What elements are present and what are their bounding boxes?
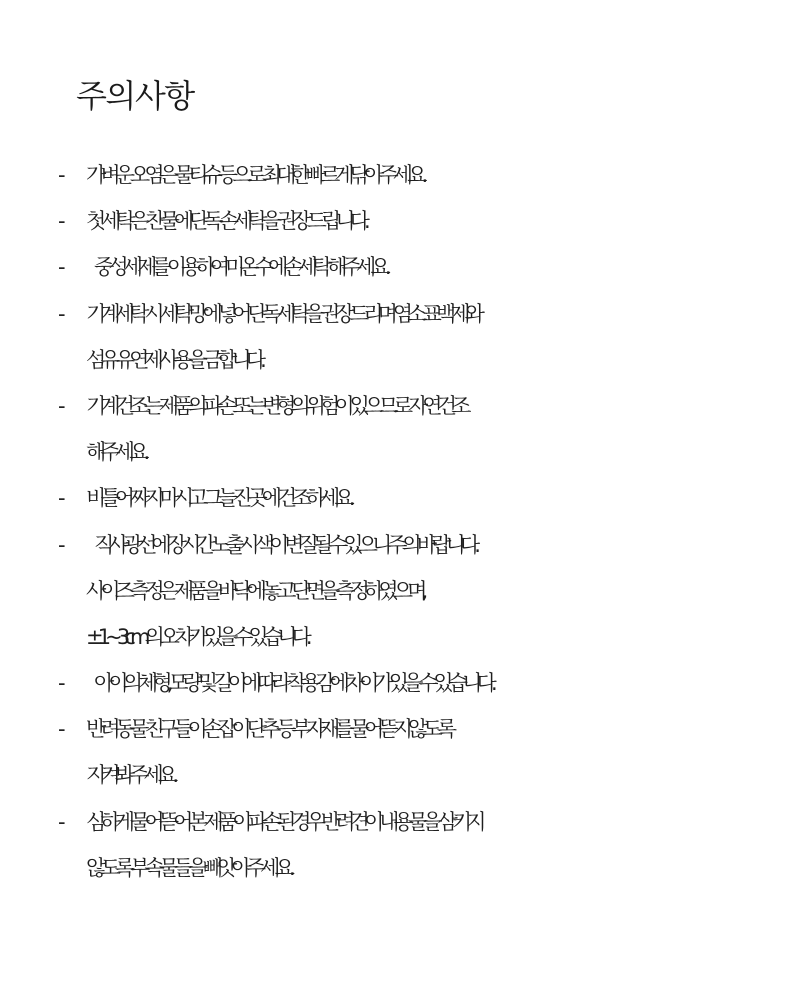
list-item (0, 244, 800, 290)
list-item (0, 799, 800, 891)
bullet-dash: - (58, 486, 66, 511)
item-text: 아이의 체형, 모량 및 길이에 따라 착용감에 차이가 있을 수 있습니다. (94, 671, 492, 696)
item-text-continued: 해주세요. (86, 440, 145, 465)
item-text: 반려동물 친구들이 손잡이 단추 등 부자재를 물어뜯지 않도록 (86, 717, 452, 742)
item-text-continued: 지켜봐주세요. (86, 763, 174, 788)
list-item (0, 383, 800, 475)
bullet-dash: - (58, 393, 66, 418)
list-item (0, 152, 800, 198)
item-text-continued: 섬유유연제 사용을 금합니다. (86, 347, 261, 372)
caution-list (0, 152, 800, 891)
bullet-dash: - (58, 717, 66, 742)
item-text: 기계세탁 시 세탁망에 넣어 단독세탁을 권장드리며 염소표백제와 (86, 301, 480, 326)
list-item (0, 706, 800, 798)
bullet-dash: - (58, 255, 66, 280)
item-text: 첫 세탁은 찬물에 단독 손세탁을 권장 드립니다. (86, 209, 365, 234)
list-item (0, 291, 800, 383)
item-text-continued: ±1~3cm의 오차가 있을 수 있습니다. (86, 624, 307, 649)
bullet-dash: - (58, 163, 66, 187)
list-item (0, 198, 800, 244)
bullet-dash: - (58, 809, 66, 834)
item-text-continued: 사이즈 측정은 제품을 바닥에 놓고 단면을 측정하였으며, (86, 578, 423, 603)
item-text-continued: 않도록 부속물들을 빼앗아주세요. (86, 855, 290, 880)
list-item (0, 475, 800, 521)
item-text: 가벼운 오염은 물티슈 등으로 최대한 빠르게 닦아주세요. (86, 163, 423, 187)
page-title: 주의사항 (76, 77, 194, 115)
item-text: 중성세제를 이용하여 미온수에 손세탁 해주세요. (94, 255, 386, 280)
item-text: 비틀어 짜지 마시고 그늘진 곳에 건조하세요. (86, 486, 350, 511)
list-item (0, 660, 800, 706)
bullet-dash: - (58, 301, 66, 326)
item-text: 직사광선에 장시간 노출시 색이 변질될 수 있으니 주의 바랍니다. (94, 532, 476, 557)
item-text: 기계건조는 제품의 파손 또는 변형의 위험이 있으므로 자연건조 (86, 393, 466, 418)
bullet-dash: - (58, 671, 66, 696)
item-text: 심하게 물어뜯어 본 제품이 파손된 경우 반려견이 내용물을 삼키지 (86, 809, 481, 834)
bullet-dash: - (58, 532, 66, 557)
list-item (0, 522, 800, 661)
bullet-dash: - (58, 209, 66, 234)
